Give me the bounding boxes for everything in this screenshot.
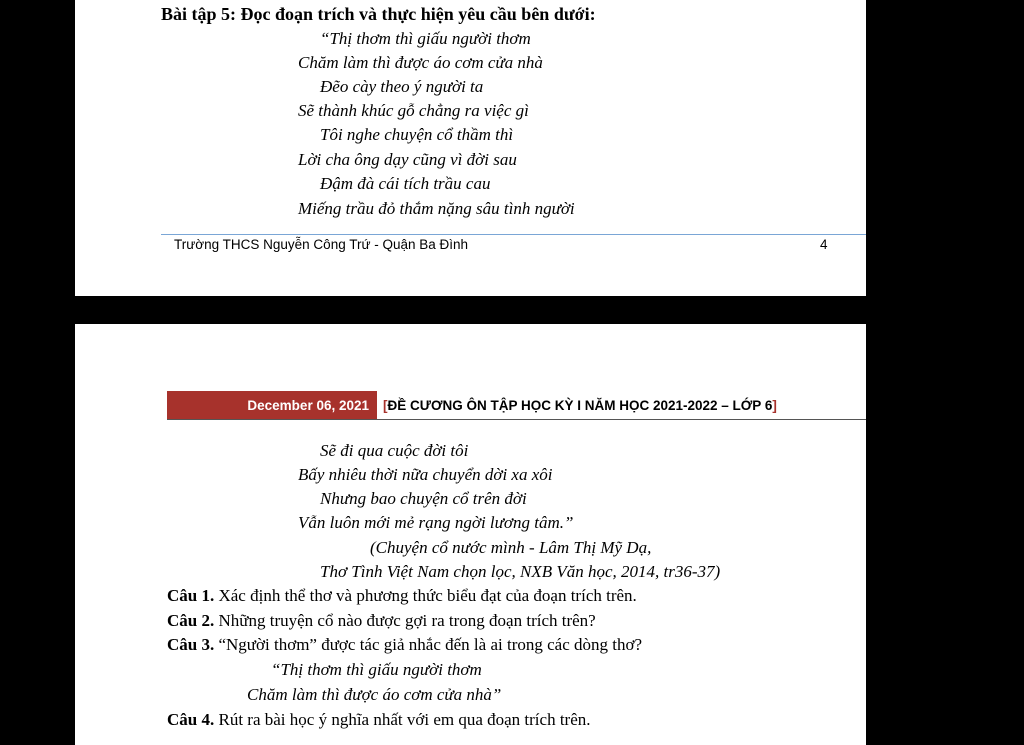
poem-line: Đậm đà cái tích trầu cau <box>320 174 491 193</box>
header-title <box>383 398 777 413</box>
poem-line: Nhưng bao chuyện cổ trên đời <box>320 489 527 508</box>
citation-line: (Chuyện cổ nước mình - Lâm Thị Mỹ Dạ, <box>370 538 652 557</box>
citation-line: Thơ Tình Việt Nam chọn lọc, NXB Văn học, 2014, tr36-37) <box>320 562 721 581</box>
exercise-title: Bài tập 5: Đọc đoạn trích và thực hiện yêu cầu bên dưới: <box>161 4 596 24</box>
document-page-4 <box>75 0 866 296</box>
question-label: Câu 4. <box>167 710 215 729</box>
header-date-band <box>167 391 377 419</box>
question-2 <box>167 611 596 631</box>
question-1 <box>167 586 637 606</box>
header-divider <box>167 419 866 420</box>
poem-line: Đẽo cày theo ý người ta <box>320 77 484 96</box>
question-3 <box>167 635 642 655</box>
question-text: Những truyện cổ nào được gợi ra trong đoạn trích trên? <box>218 611 596 630</box>
header-date: December 06, 2021 <box>247 397 369 413</box>
question-label: Câu 1. <box>167 586 215 605</box>
poem-line: Bấy nhiêu thời nữa chuyển dời xa xôi <box>298 465 553 484</box>
question-4 <box>167 710 591 730</box>
question-3-quote-line: Chăm làm thì được áo cơm cửa nhà” <box>247 685 502 704</box>
poem-line: Sẽ đi qua cuộc đời tôi <box>320 441 469 460</box>
question-text: Rút ra bài học ý nghĩa nhất với em qua đoạn trích trên. <box>218 710 591 729</box>
footer-divider <box>161 234 866 235</box>
question-text: Xác định thể thơ và phương thức biểu đạt của đoạn trích trên. <box>218 586 637 605</box>
footer-school-name: Trường THCS Nguyễn Công Trứ - Quận Ba Đình <box>174 237 469 252</box>
header-title-text: ĐỀ CƯƠNG ÔN TẬP HỌC KỲ I NĂM HỌC 2021-2022 – LỚP 6 <box>387 398 773 413</box>
poem-line: Vẫn luôn mới mẻ rạng ngời lương tâm.” <box>298 513 574 532</box>
poem-line: Chăm làm thì được áo cơm cửa nhà <box>298 53 543 72</box>
document-page-5 <box>75 324 866 745</box>
poem-line: Sẽ thành khúc gỗ chẳng ra việc gì <box>298 101 529 120</box>
question-text: “Người thơm” được tác giả nhắc đến là ai trong các dòng thơ? <box>218 635 642 654</box>
poem-line: Miếng trầu đỏ thắm nặng sâu tình người <box>298 199 575 218</box>
footer-page-number: 4 <box>820 237 828 252</box>
poem-line: Tôi nghe chuyện cổ thầm thì <box>320 125 514 144</box>
question-3-quote-line: “Thị thơm thì giấu người thơm <box>271 660 482 679</box>
poem-line: Lời cha ông dạy cũng vì đời sau <box>298 150 517 169</box>
header-bracket-open: [ <box>383 398 388 413</box>
header-bracket-close: ] <box>772 398 777 413</box>
question-label: Câu 2. <box>167 611 215 630</box>
poem-line: “Thị thơm thì giấu người thơm <box>320 29 531 48</box>
question-label: Câu 3. <box>167 635 215 654</box>
